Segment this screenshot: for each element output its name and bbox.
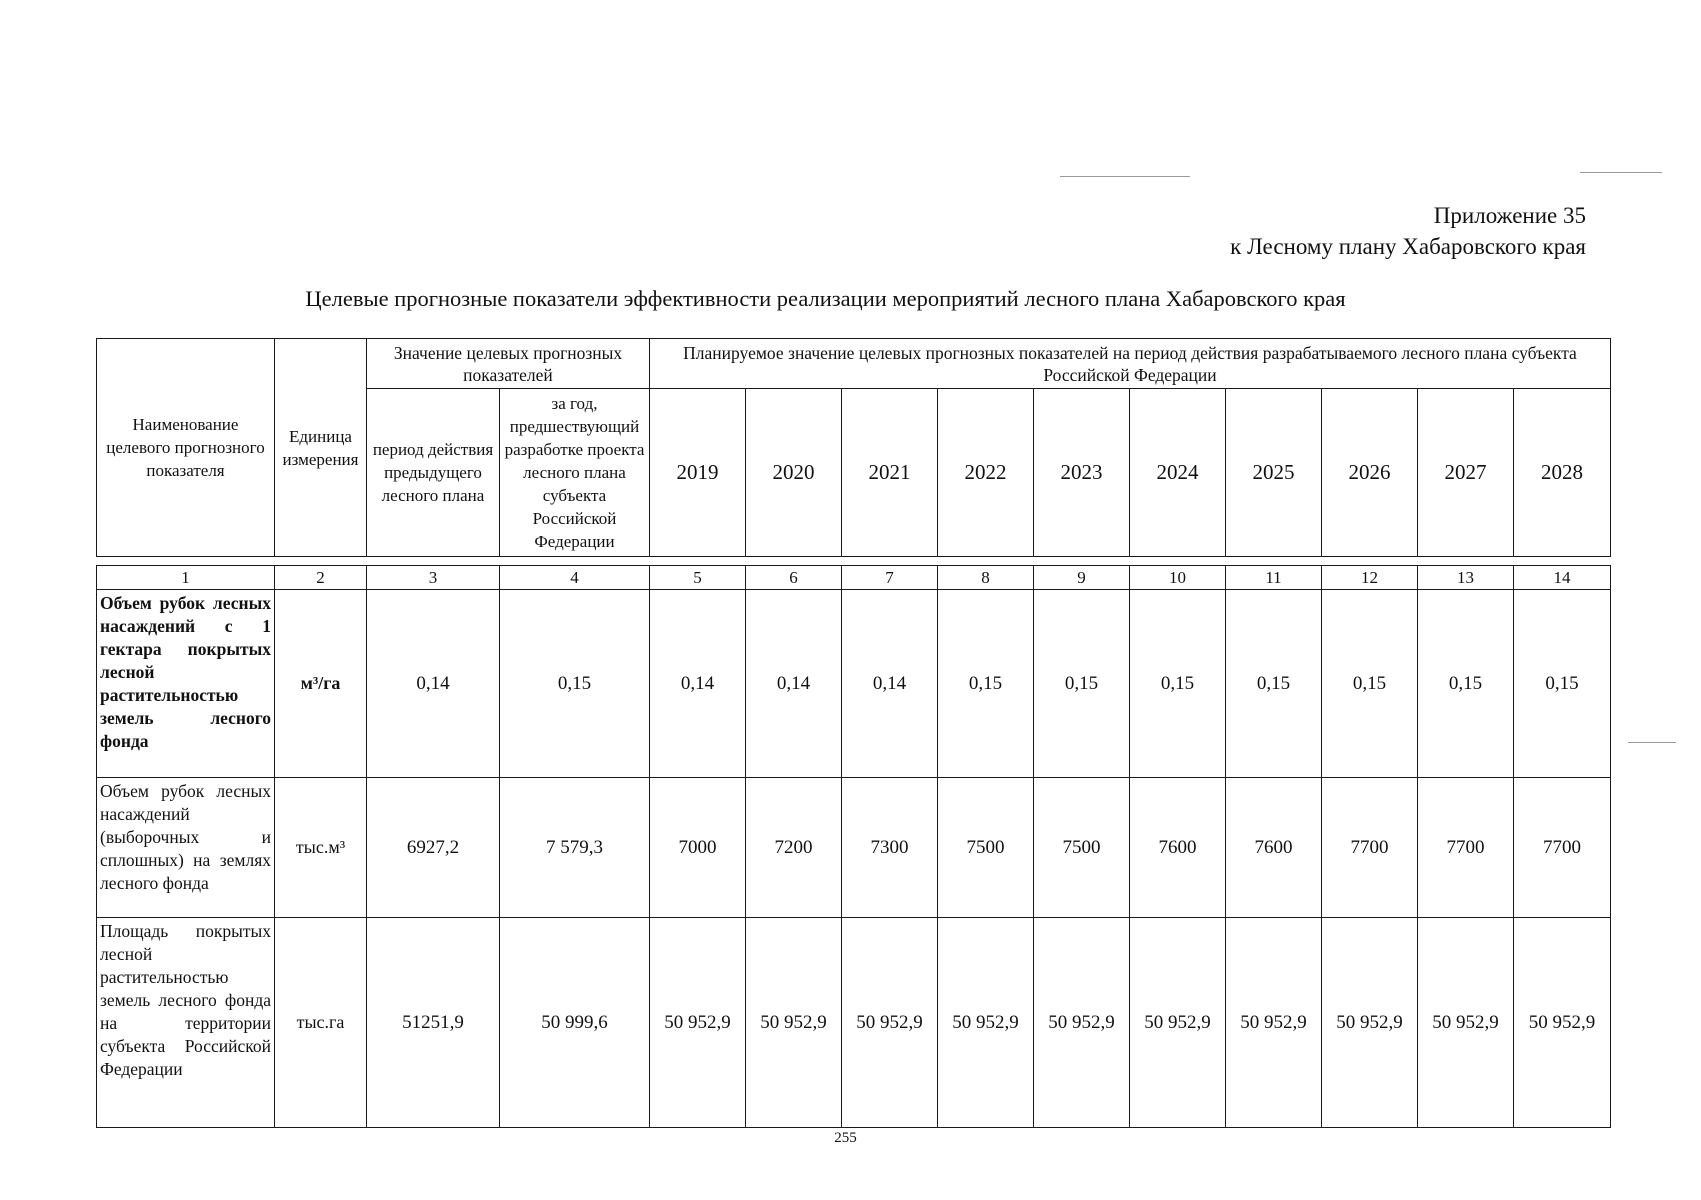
row-value-cell: 7700 [1418, 778, 1514, 918]
row-value-cell: 0,15 [1226, 590, 1322, 778]
table-row [97, 590, 1611, 778]
row-value-cell: 50 952,9 [1130, 918, 1226, 1128]
column-number: 8 [938, 566, 1034, 590]
row-indicator-name: Площадь покрытых лесной растительностью земель лесного фонда на территории субъекта Российской Федерации [97, 918, 275, 1128]
column-number: 3 [367, 566, 500, 590]
row-indicator-name: Объем рубок лесных насаждений с 1 гектара покрытых лесной растительностью земель лесного фонда [97, 590, 275, 778]
indicators-table [96, 338, 1611, 1128]
header-year-2021: 2021 [842, 389, 938, 557]
header-year-2026: 2026 [1322, 389, 1418, 557]
header-year-2028: 2028 [1514, 389, 1611, 557]
page-number [0, 1130, 1701, 1147]
column-number: 13 [1418, 566, 1514, 590]
header-year-2025: 2025 [1226, 389, 1322, 557]
row-value-cell: 7500 [938, 778, 1034, 918]
scan-speck [1060, 176, 1190, 177]
row-value-cell: 50 952,9 [650, 918, 746, 1128]
header-year-2020: 2020 [746, 389, 842, 557]
row-unit: тыс.м³ [275, 778, 367, 918]
row-value-cell: 7500 [1034, 778, 1130, 918]
column-number: 2 [275, 566, 367, 590]
row-value-cell: 50 999,6 [500, 918, 650, 1128]
row-value-cell: 0,15 [1130, 590, 1226, 778]
row-value-cell: 0,15 [938, 590, 1034, 778]
table-body [97, 557, 1611, 1128]
appendix-reference [1230, 200, 1586, 262]
page-number-text: 255 [834, 1130, 857, 1146]
header-previous-period: период действия предыдущего лесного плана [367, 389, 500, 557]
column-number: 7 [842, 566, 938, 590]
header-planned-group: Планируемое значение целевых прогнозных показателей на период действия разрабатываемого лесного плана субъекта Российской Федерации [650, 339, 1611, 389]
table-header [97, 339, 1611, 557]
row-value-cell: 7300 [842, 778, 938, 918]
row-indicator-name: Объем рубок лесных насаждений (выборочных и сплошных) на землях лесного фонда [97, 778, 275, 918]
header-year-2022: 2022 [938, 389, 1034, 557]
row-value-cell: 0,15 [1322, 590, 1418, 778]
row-value-cell: 7200 [746, 778, 842, 918]
header-year-2023: 2023 [1034, 389, 1130, 557]
header-separator [97, 557, 1611, 566]
row-value-cell: 0,15 [1514, 590, 1611, 778]
row-value-cell: 7700 [1322, 778, 1418, 918]
indicators-table-container [96, 338, 1610, 1128]
column-number: 14 [1514, 566, 1611, 590]
table-row [97, 918, 1611, 1128]
header-values-group: Значение целевых прогнозных показателей [367, 339, 650, 389]
header-unit: Единица измерения [275, 339, 367, 557]
row-value-cell: 50 952,9 [1226, 918, 1322, 1128]
row-value-cell: 50 952,9 [1322, 918, 1418, 1128]
column-number: 4 [500, 566, 650, 590]
row-value-cell: 0,14 [650, 590, 746, 778]
row-value-cell: 0,15 [1034, 590, 1130, 778]
row-value-cell: 7600 [1226, 778, 1322, 918]
row-value-cell: 0,14 [367, 590, 500, 778]
column-number: 6 [746, 566, 842, 590]
header-year-2019: 2019 [650, 389, 746, 557]
column-number: 10 [1130, 566, 1226, 590]
row-unit: тыс.га [275, 918, 367, 1128]
row-value-cell: 0,14 [842, 590, 938, 778]
row-value-cell: 7600 [1130, 778, 1226, 918]
row-unit: м³/га [275, 590, 367, 778]
appendix-number: Приложение 35 [1433, 203, 1586, 228]
column-number: 12 [1322, 566, 1418, 590]
row-value-cell: 51251,9 [367, 918, 500, 1128]
column-number: 11 [1226, 566, 1322, 590]
column-number-row [97, 566, 1611, 590]
scan-speck [1580, 172, 1662, 173]
row-value-cell: 7700 [1514, 778, 1611, 918]
row-value-cell: 50 952,9 [842, 918, 938, 1128]
row-value-cell: 0,14 [746, 590, 842, 778]
document-title-text: Целевые прогнозные показатели эффективности реализации мероприятий лесного плана Хабаровского края [305, 286, 1346, 311]
row-value-cell: 50 952,9 [746, 918, 842, 1128]
scan-speck [1628, 742, 1676, 743]
row-value-cell: 7 579,3 [500, 778, 650, 918]
row-value-cell: 50 952,9 [1418, 918, 1514, 1128]
column-number: 9 [1034, 566, 1130, 590]
document-title [0, 286, 1701, 312]
row-value-cell: 0,15 [1418, 590, 1514, 778]
column-number: 5 [650, 566, 746, 590]
column-number: 1 [97, 566, 275, 590]
row-value-cell: 50 952,9 [1514, 918, 1611, 1128]
row-value-cell: 50 952,9 [1034, 918, 1130, 1128]
row-value-cell: 0,15 [500, 590, 650, 778]
row-value-cell: 50 952,9 [938, 918, 1034, 1128]
table-row [97, 778, 1611, 918]
header-year-2027: 2027 [1418, 389, 1514, 557]
row-value-cell: 6927,2 [367, 778, 500, 918]
header-previous-year: за год, предшествующий разработке проекта лесного плана субъекта Российской Федерации [500, 389, 650, 557]
row-value-cell: 7000 [650, 778, 746, 918]
header-year-2024: 2024 [1130, 389, 1226, 557]
appendix-plan-reference: к Лесному плану Хабаровского края [1230, 234, 1586, 259]
header-indicator-name: Наименование целевого прогнозного показателя [97, 339, 275, 557]
